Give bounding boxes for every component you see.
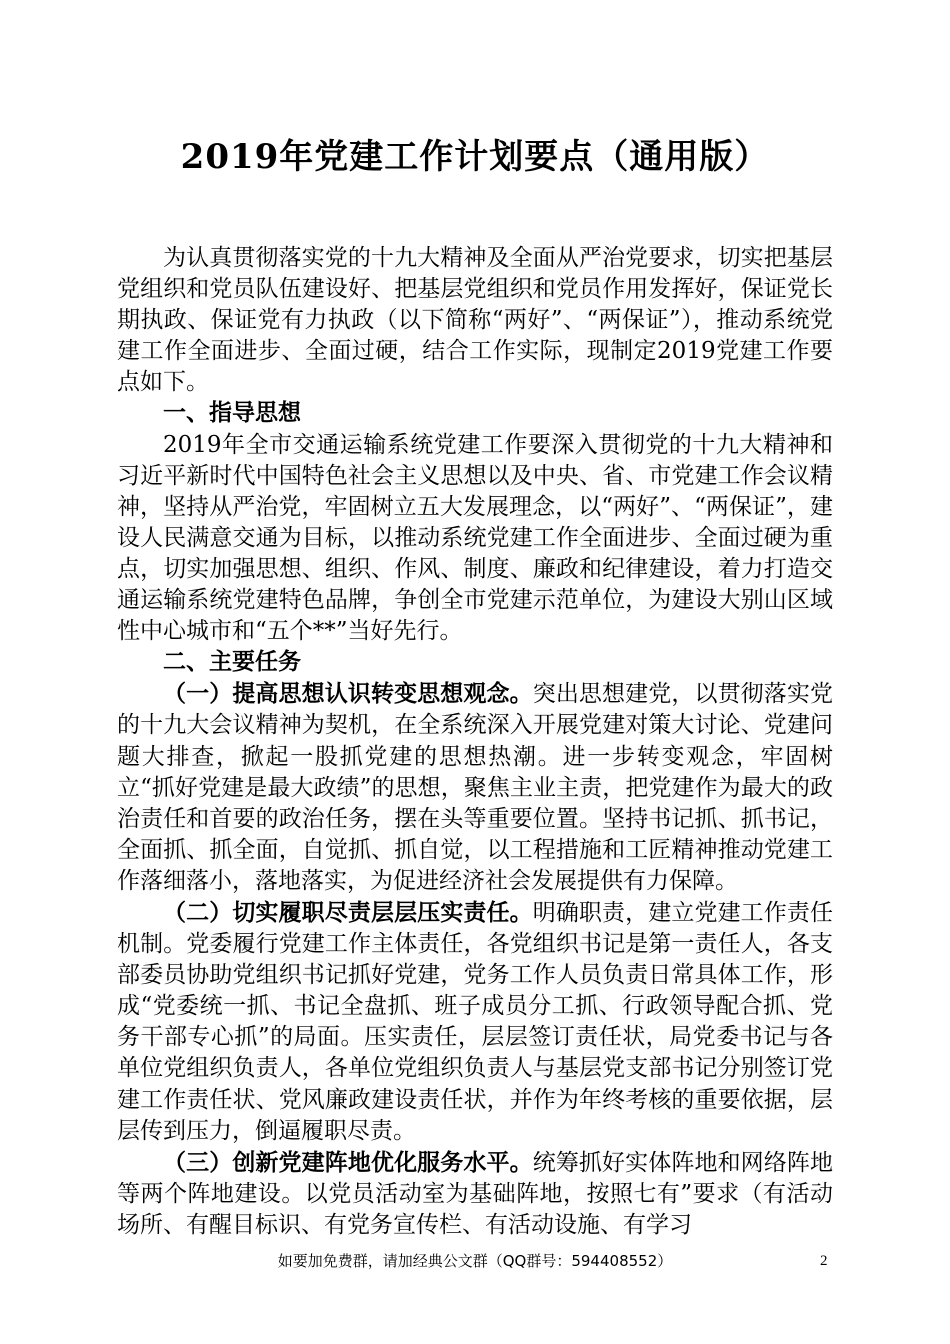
task-item-lead: （一）提高思想认识转变思想观念。 (163, 680, 533, 708)
intro-paragraph: 为认真贯彻落实党的十九大精神及全面从严治党要求，切实把基层党组织和党员队伍建设好、把基层党组织和党员作用发挥好，保证党长期执政、保证党有力执政（以下简称“两好”、“两保证”），推动系统党建工作全面进步、全面过硬，结合工作实际，现制定2019党建工作要点如下。 (117, 245, 833, 396)
task-item (117, 678, 833, 897)
task-item-text: 明确职责，建立党建工作责任机制。党委履行党建工作主体责任，各党组织书记是第一责任人，各支部委员协助党组织书记抓好党建，党务工作人员负责日常具体工作，形成“党委统一抓、书记全盘抓、班子成员分工抓、行政领导配合抓、党务干部专心抓”的局面。压实责任，层层签订责任状，局党委书记与各单位党组织负责人，各单位党组织负责人与基层党支部书记分别签订党建工作责任状、党风廉政建设责任状，并作为年终考核的重要依据，层层传到压力，倒逼履职尽责。 (117, 899, 834, 1144)
footer-note: 如要加免费群，请加经典公文群（QQ群号：594408552） (277, 1252, 673, 1270)
page-number: 2 (820, 1253, 828, 1269)
guiding-ideology-paragraph: 2019年全市交通运输系统党建工作要深入贯彻党的十九大精神和习近平新时代中国特色社会主义思想以及中央、省、市党建工作会议精神，坚持从严治党，牢固树立五大发展理念，以“两好”、“两保证”，建设人民满意交通为目标，以推动系统党建工作全面进步、全面过硬为重点，切实加强思想、组织、作风、制度、廉政和纪律建设，着力打造交通运输系统党建特色品牌，争创全市党建示范单位，为建设大别山区域性中心城市和“五个**”当好先行。 (117, 431, 833, 645)
task-item-text: 统筹抓好实体阵地和网络阵地等两个阵地建设。以党员活动室为基础阵地，按照七有”要求（有活动场所、有醒目标识、有党务宣传栏、有活动设施、有学习 (117, 1149, 834, 1238)
task-item (117, 897, 833, 1147)
document-body (117, 243, 833, 1241)
task-item-text: 突出思想建党，以贯彻落实党的十九大会议精神为契机，在全系统深入开展党建对策大讨论、党建问题大排查，掀起一股抓党建的思想热潮。进一步转变观念，牢固树立“抓好党建是最大政绩”的思想，聚焦主业主责，把党建作为最大的政治责任和首要的政治任务，摆在头等重要位置。坚持书记抓、抓书记，全面抓、抓全面，自觉抓、抓自觉，以工程措施和工匠精神推动党建工作落细落小，落地落实，为促进经济社会发展提供有力保障。 (117, 681, 834, 894)
task-item-lead: （二）切实履职尽责层层压实责任。 (163, 898, 533, 926)
section-heading-main-tasks: 二、主要任务 (163, 649, 301, 676)
document-title: 2019年党建工作计划要点（通用版） (180, 137, 770, 177)
task-item-lead: （三）创新党建阵地优化服务水平。 (163, 1148, 533, 1176)
task-item (117, 1147, 833, 1241)
section-heading-guiding-ideology: 一、指导思想 (163, 400, 301, 427)
